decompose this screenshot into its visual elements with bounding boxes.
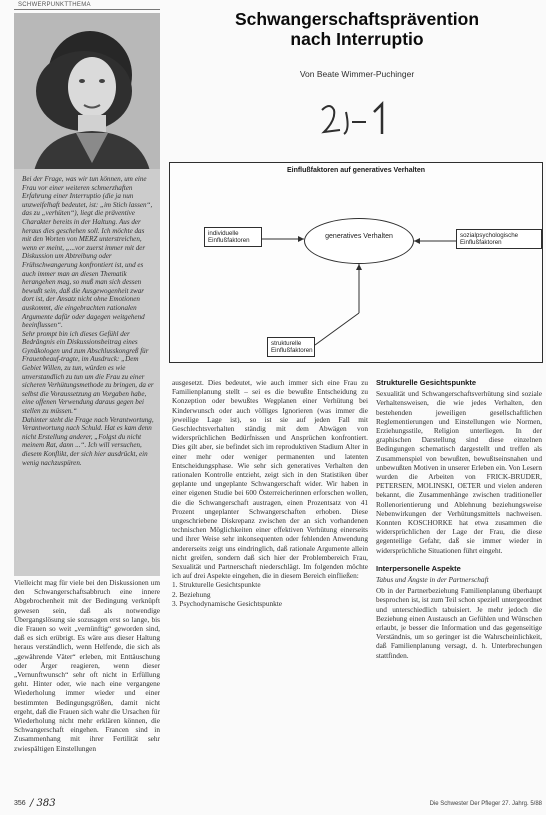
article-author: Von Beate Wimmer-Puchinger xyxy=(299,69,415,79)
diagram-box-structural: strukturelle Einflußfaktoren xyxy=(267,337,315,357)
title-line-2: nach Interruptio xyxy=(290,29,424,49)
left-column-paragraph: Vielleicht mag für viele bei den Diskussionen um den Schwangerschaftsabbruch eine innere Abgebrochenheit mit der Bedingung verknüpft gewesen sein, daß als notwendige Übergangslösung sie sozusagen erst so lange, bis die Frauen so weit „vernünftig“ geworden sind, daß es sich erübrigt. Es wäre aus dieser Haltung heraus verständlich, wenn Helfende, die sich als „gewährende Väter“ erleben, mit Enttäuschung oder Ärger reagieren, wenn dieser „Vernunftwunsch“ sehr oft nicht in Erfüllung geht. Hinter oder, wie nach eine vergangene Wiederholung immer wieder und einer bestimmten Bedingungsgrößen, damit nicht ergeht, daß die Frauen sich wahr die Ursachen für Wiederholung nicht mehr erklären können, die Schwangerschaft eingehen. Francen sind in Zusammenhang mit ihrer Fertilität sehr zwiespältigen Einstellungen xyxy=(14,578,160,753)
middle-column-text xyxy=(172,378,368,794)
title-line-1: Schwangerschaftsprävention xyxy=(234,9,480,29)
section-spacer xyxy=(376,555,542,564)
author-portrait-image xyxy=(14,13,160,171)
right-column-paragraph-1: Sexualität und Schwangerschaftsverhütung sind soziale Verhaltensweisen, die wie jedes Verhalten, den bestehenden jeweiligen gesellschaftlichen Reglementierungen und Einstellungen wie Normen, Erziehungsstile, Religion unterliegen. In der graphischen Darstellung sind diese einzelnen Bedingungen schematisch dargestellt und treffen als Zusammenspiel von bewußten, bewußtseinsnahen und unbewußten Motiven in unserer Erleben ein. Von Lesern wurden die Arbeiten von FRICK-BRUDER, PETERSEN, MOLINSKI, OETER und vielen anderen bekannt, die Zusammenhänge zwischen traditioneller Rollenorientierung und Ablehnung beziehungsweise Nebenwirkungen der Verhütungsmittels nachweisen. Konnten KOSCHORKE hat etwa zusammen die widersprüchlichen der Lage der Frau, die diese gegenteilige Gefahr, daß sie immer wieder in widersprüchliche Situationen führt eingeht. xyxy=(376,389,542,555)
page-number: 356 xyxy=(14,800,26,807)
author-photo xyxy=(14,13,160,171)
list-item: 1. Strukturelle Gesichtspunkte xyxy=(172,580,261,590)
section-heading-interpersonal: Interpersonelle Aspekte xyxy=(376,563,461,573)
kicker-rule xyxy=(14,9,160,10)
sidebar-paragraph: Bei der Frage, was wir tun können, um eine Frau vor einer weiteren schmerzhaften Erfahrung einer Interruptio (die ja nun unzweifelhaft bedeutet, ist: „im Stich lassen“, das zu „verhüten“), liegt die präventive Charakter bereits in der Haltung. Aus der heraus dies geschehen soll. Ich möchte das mit den Worten von MERZ unterstreichen, wenn er meint, „...vor zuerst immer mit der Diskussion um Abtreibung oder Frühschwangerung konfrontiert ist, und es auch immer man an diesen Thematik herangehen mag, so muß man sich dessen bewußt sein, daß die Ausgewogenheit zwar dort ist, der Ansatz nicht ohne Emotionen auskommt, die eingebrachten rationalen Argumente dafür oder dagegen weitgehend beeinflussen“. xyxy=(22,175,153,330)
list-item: 3. Psychodynamische Gesichtspunkte xyxy=(172,598,283,608)
journal-footer: Die Schwester Der Pfleger 27. Jahrg. 5/88 xyxy=(429,801,542,807)
section-heading-structural: Strukturelle Gesichtspunkte xyxy=(376,378,477,387)
section-subheading-taboos: Tabus und Ängste in der Partnerschaft xyxy=(376,575,489,585)
diagram-box-individual: individuelle Einflußfaktoren xyxy=(204,227,262,247)
right-column-text xyxy=(376,378,542,794)
sidebar-paragraph: Sehr prompt bin ich dieses Gefühl der Bedrängnis ein Diskussionsbeitrag eines Gynäkologen und zum Abschlusskongreß für Frauenbeauf-tragte, im Ausdruck: „Dem Gebiet Willen, zu tun, würden es wie unverstandlich zu tun um die Frau zu einer sicheren Verhütungsmethode zu bringen, da er selbst die Voraussetzung an Vorgaben habe, eine offenen Verwendung daraus gegen bei stellen zu müssen.“ xyxy=(22,329,154,416)
pull-quote-sidebar xyxy=(14,169,160,576)
aspects-list xyxy=(172,580,368,608)
section-kicker: SCHWERPUNKTTHEMA xyxy=(18,2,91,8)
diagram-box-sociopsychological: sozialpsychologische Einflußfaktoren xyxy=(456,229,542,249)
handwritten-page-note: / 383 xyxy=(30,798,56,809)
diagram-oval-generative: generatives Verhalten xyxy=(304,218,414,264)
left-column-text xyxy=(14,578,160,794)
article-title xyxy=(176,9,538,49)
influence-factors-diagram xyxy=(169,162,543,363)
middle-column-paragraph: ausgesetzt. Dies bedeutet, wie auch immer sich eine Frau zu Familienplanung stellt – sei es die bewußte Entscheidung zu Konzeption oder bewußtes Wegplanen einer Verhütung bei Kinderwunsch oder auch völliges Ignorieren (was immer die jeweilige Lage ist), so ist sie auf jeden Fall mit Geschlechtsverhalten ständig mit dem Abwägen von widersprüchlichen Bedürfnissen und Ansprüchen konfrontiert. Dies gilt aber, sie befindet sich im reproduktiven Stadium Alter in einer mehr oder weniger permanenten und latenten Entscheidungsphase. Wie sehr sich generatives Verhalten den rationalen Kontrolle entzieht, zeigt sich in den Statistiken über geplante und ungeplante Schwangerschaft wider. Wir haben in einer eigenen Studie bei 600 Österreicherinnen erforschen wollen, die die Schwangerschaft austragen, einen Prozentsatz von 41 Prozent ungeplanter Schwangerschaften erhoben. Diese ungeschriebene Diskrepanz zwischen der an sich vorhandenen technischen Möglichkeiten einer effektiven Verhütung einerseits und ihrer Weise sehr inkonsequenten oder fehlenden Anwendung andererseits zeigt uns eindringlich, daß rationale Argumente allein nicht greifen, sondern daß sich hier der Problembereich Frau, Sexualität und Partnerschaft niederschlägt. Im folgenden möchte ich auf drei Aspekte eingehen, die in diesem Bereich einfließen: xyxy=(172,378,368,581)
list-item: 2. Beziehung xyxy=(172,589,211,599)
diagram-title: Einflußfaktoren auf generatives Verhalten xyxy=(286,167,426,174)
right-column-paragraph-2: Ob in der Partnerbeziehung Familienplanung überhaupt besprochen ist, ist zum Teil schon speziell untergeordnet und unterschiedlich tabuisiert. Je mehr jedoch die Beziehung einen Austausch an Gefühlen und Wünschen erlaubt, je besser die Information und das gegenseitige Verständnis, um so geringer ist die Wahrscheinlichkeit, daß Familienplanung versagt, d. h. Unterbrechungen stattfinden. xyxy=(376,586,542,660)
sidebar-paragraph: Dahinter steht die Frage nach Verantwortung, Verantwortung nach Schuld. Hat es kam denn nicht Erstellung anderer, „Folgst du nicht meinem Rat, dann ...“. Ich will versuchen, diesem Konflikt, der sich hier ausdrückt, ein wenig nachzuspüren. xyxy=(22,415,154,467)
handwritten-annotation-graphic xyxy=(316,100,406,138)
